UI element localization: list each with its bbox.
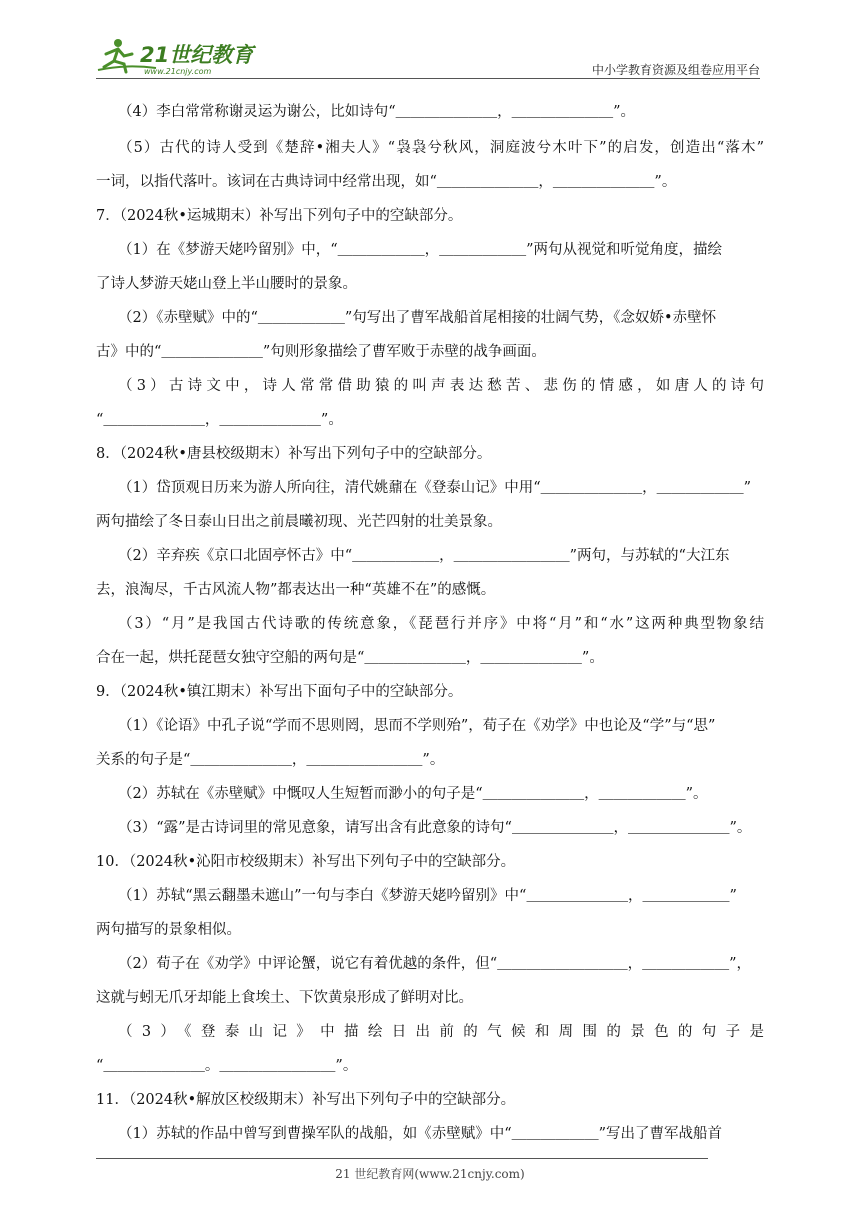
text-line: （5）古代的诗人受到《楚辞•湘夫人》“袅袅兮秋风，洞庭波兮木叶下”的启发，创造出“落木”	[118, 140, 764, 156]
text-line: （4）李白常常称谢灵运为谢公，比如诗句“＿＿＿＿＿＿＿，＿＿＿＿＿＿＿”。	[118, 104, 636, 120]
text-line: （1）苏轼“黑云翻墨未遮山”一句与李白《梦游天姥吟留别》中“＿＿＿＿＿＿＿，＿＿＿＿＿＿”	[118, 888, 737, 904]
text-line: （3）“露”是古诗词里的常见意象，请写出含有此意象的诗句“＿＿＿＿＿＿＿，＿＿＿＿＿＿＿”。	[118, 820, 752, 836]
text-line: （3）《登泰山记》中描绘日出前的气候和周围的景色的句子是	[118, 1024, 764, 1040]
logo-icon	[96, 34, 266, 78]
logo-url: www.21cnjy.com	[144, 67, 212, 76]
text-line: （2）《赤壁赋》中的“＿＿＿＿＿＿”句写出了曹军战船首尾相接的壮阔气势，《念奴娇•赤壁怀	[118, 310, 717, 326]
text-line: 8．（2024秋•唐县校级期末）补写出下列句子中的空缺部分。	[96, 446, 492, 462]
text-line: （1）苏轼的作品中曾写到曹操军队的战船，如《赤壁赋》中“＿＿＿＿＿＿”写出了曹军战船首	[118, 1126, 723, 1142]
text-line: 9．（2024秋•镇江期末）补写出下面句子中的空缺部分。	[96, 684, 463, 700]
text-line: 11．（2024秋•解放区校级期末）补写出下列句子中的空缺部分。	[96, 1092, 516, 1108]
text-line: 一词，以指代落叶。该词在古典诗词中经常出现，如“＿＿＿＿＿＿＿，＿＿＿＿＿＿＿”。	[96, 174, 677, 190]
text-line: 关系的句子是“＿＿＿＿＿＿＿，＿＿＿＿＿＿＿＿”。	[96, 752, 445, 768]
text-line: 了诗人梦游天姥山登上半山腰时的景象。	[96, 276, 357, 292]
text-line: 合在一起，烘托琵琶女独守空船的两句是“＿＿＿＿＿＿＿，＿＿＿＿＿＿＿”。	[96, 650, 604, 666]
text-line: （1）《论语》中孔子说“学而不思则罔，思而不学则殆”，荀子在《劝学》中也论及“学”与“思”	[118, 718, 716, 734]
text-line: （1）岱顶观日历来为游人所向往，清代姚鼐在《登泰山记》中用“＿＿＿＿＿＿＿，＿＿＿＿＿＿”	[118, 480, 752, 496]
text-line: 这就与蚓无爪牙却能上食埃土、下饮黄泉形成了鲜明对比。	[96, 990, 473, 1006]
text-line: “＿＿＿＿＿＿＿，＿＿＿＿＿＿＿”。	[96, 412, 343, 428]
text-line: （3）“月”是我国古代诗歌的传统意象，《琵琶行并序》中将“月”和“水”这两种典型物象结	[118, 616, 764, 632]
header-divider	[96, 78, 760, 79]
text-line: 古》中的“＿＿＿＿＿＿＿”句则形象描绘了曹军败于赤壁的战争画面。	[96, 344, 546, 360]
text-line: （2）苏轼在《赤壁赋》中慨叹人生短暂而渺小的句子是“＿＿＿＿＿＿＿，＿＿＿＿＿＿”。	[118, 786, 708, 802]
text-line: （2）辛弃疾《京口北固亭怀古》中“＿＿＿＿＿＿，＿＿＿＿＿＿＿＿”两句，与苏轼的“大江东	[118, 548, 730, 564]
text-line: 7．（2024秋•运城期末）补写出下列句子中的空缺部分。	[96, 208, 463, 224]
text-line: 去，浪淘尽，千古风流人物”都表达出一种“英雄不在”的感慨。	[96, 582, 496, 598]
page-header	[96, 34, 760, 78]
footer-text: 21 世纪教育网(www.21cnjy.com)	[335, 1167, 525, 1181]
text-line: （1）在《梦游天姥吟留别》中，“＿＿＿＿＿＿，＿＿＿＿＿＿”两句从视觉和听觉角度，描绘	[118, 242, 723, 258]
text-line: （2）荀子在《劝学》中评论蟹，说它有着优越的条件，但“＿＿＿＿＿＿＿＿＿，＿＿＿＿＿＿”，	[118, 956, 752, 972]
platform-name: 中小学教育资源及组卷应用平台	[591, 63, 760, 77]
text-line: （3）古诗文中，诗人常常借助猿的叫声表达愁苦、悲伤的情感，如唐人的诗句	[118, 378, 764, 394]
text-line: 10．（2024秋•沁阳市校级期末）补写出下列句子中的空缺部分。	[96, 854, 516, 870]
text-line: 两句描写的景象相似。	[96, 922, 241, 938]
logo-text: 21世纪教育	[140, 43, 254, 67]
text-line: 两句描绘了冬日泰山日出之前晨曦初现、光芒四射的壮美景象。	[96, 514, 502, 530]
footer-divider	[96, 1158, 708, 1159]
text-line: “＿＿＿＿＿＿＿。＿＿＿＿＿＿＿＿”。	[96, 1058, 358, 1074]
